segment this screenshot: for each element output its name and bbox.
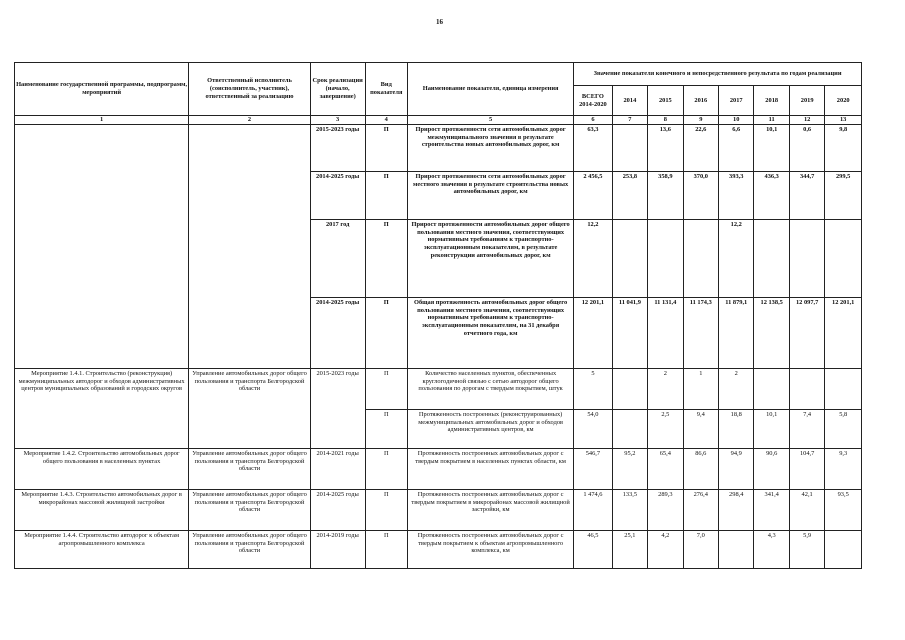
- indicator-cell: Общая протяженность автомобильных дорог общего пользования местного значения, соответствующих нормативным требованиям к транспортно-эксплуатационным показателям, на 31 декабря отчетного года, км: [408, 297, 574, 368]
- value-cell: 11 041,9: [612, 297, 647, 368]
- value-cell: 12 138,5: [754, 297, 789, 368]
- column-number: 10: [719, 116, 754, 125]
- value-cell: 93,5: [825, 489, 862, 530]
- value-cell: 65,4: [648, 448, 683, 489]
- value-cell: 276,4: [683, 489, 718, 530]
- header-period: Срок реализации (начало, завершение): [310, 63, 365, 116]
- value-cell: 12 097,7: [789, 297, 824, 368]
- value-cell: 0,6: [789, 124, 824, 171]
- indicator-cell: Протяженность построенных (реконструированных) межмуниципальных автомобильных дорог и обходов административных центров, км: [408, 409, 574, 448]
- column-number: 3: [310, 116, 365, 125]
- executor-cell-empty: [189, 124, 311, 368]
- measure-name-cell: Мероприятие 1.4.2. Строительство автомобильных дорог общего пользования в населенных пунктах: [15, 448, 189, 489]
- column-number: 5: [408, 116, 574, 125]
- value-cell: [754, 368, 789, 409]
- value-cell: 253,8: [612, 171, 647, 219]
- value-cell: 95,2: [612, 448, 647, 489]
- header-executor: Ответственный исполнитель (соисполнитель, участник), ответственный за реализацию: [189, 63, 311, 116]
- period-cell: 2014-2025 годы: [310, 297, 365, 368]
- type-cell: П: [365, 530, 408, 568]
- value-cell: 299,5: [825, 171, 862, 219]
- value-cell: [612, 124, 647, 171]
- value-cell: 393,3: [719, 171, 754, 219]
- type-cell: П: [365, 368, 408, 409]
- value-cell: 298,4: [719, 489, 754, 530]
- header-indicator: Наименование показателя, единица измерения: [408, 63, 574, 116]
- measure-name-cell: Мероприятие 1.4.3. Строительство автомобильных дорог в микрорайонах массовой жилищной застройки: [15, 489, 189, 530]
- value-cell: [719, 530, 754, 568]
- header-year: 2015: [648, 86, 683, 116]
- executor-cell: Управление автомобильных дорог общего пользования и транспорта Белгородской области: [189, 448, 311, 489]
- executor-cell: Управление автомобильных дорог общего пользования и транспорта Белгородской области: [189, 530, 311, 568]
- value-cell: 358,9: [648, 171, 683, 219]
- value-cell: 289,3: [648, 489, 683, 530]
- value-cell: 22,6: [683, 124, 718, 171]
- executor-cell: Управление автомобильных дорог общего пользования и транспорта Белгородской области: [189, 489, 311, 530]
- value-cell: 10,1: [754, 409, 789, 448]
- measure-name-cell: Мероприятие 1.4.1. Строительство (реконструкция) межмуниципальных автодорог и обходов административных центров муниципальных образований и городских округов: [15, 368, 189, 448]
- measure-name-cell: Мероприятие 1.4.4. Строительство автодорог к объектам агропромышленного комплекса: [15, 530, 189, 568]
- value-cell: 2: [719, 368, 754, 409]
- column-number: 8: [648, 116, 683, 125]
- header-year: 2019: [789, 86, 824, 116]
- period-cell: 2015-2023 годы: [310, 368, 365, 448]
- type-cell: П: [365, 171, 408, 219]
- value-cell: [825, 219, 862, 297]
- table-row: [15, 530, 862, 568]
- value-cell: 2: [648, 368, 683, 409]
- total-cell: 63,3: [574, 124, 612, 171]
- period-cell: 2014-2025 годы: [310, 171, 365, 219]
- executor-cell: Управление автомобильных дорог общего пользования и транспорта Белгородской области: [189, 368, 311, 448]
- value-cell: [825, 530, 862, 568]
- period-cell: 2014-2021 годы: [310, 448, 365, 489]
- column-number: 11: [754, 116, 789, 125]
- value-cell: 11 174,3: [683, 297, 718, 368]
- column-number: 6: [574, 116, 612, 125]
- type-cell: П: [365, 448, 408, 489]
- value-cell: 370,0: [683, 171, 718, 219]
- value-cell: 94,9: [719, 448, 754, 489]
- indicator-cell: Протяженность построенных автомобильных дорог с твердым покрытием к объектам агропромышленного комплекса, км: [408, 530, 574, 568]
- value-cell: 104,7: [789, 448, 824, 489]
- value-cell: 86,6: [683, 448, 718, 489]
- value-cell: 13,6: [648, 124, 683, 171]
- indicator-cell: Прирост протяженности сети автомобильных дорог местного значения в результате строительства новых автомобильных дорог, км: [408, 171, 574, 219]
- value-cell: 4,2: [648, 530, 683, 568]
- total-cell: 546,7: [574, 448, 612, 489]
- program-cell-empty: [15, 124, 189, 368]
- value-cell: 11 131,4: [648, 297, 683, 368]
- period-cell: 2014-2019 годы: [310, 530, 365, 568]
- header-year: 2016: [683, 86, 718, 116]
- period-cell: 2017 год: [310, 219, 365, 297]
- type-cell: П: [365, 124, 408, 171]
- value-cell: 9,8: [825, 124, 862, 171]
- value-cell: 344,7: [789, 171, 824, 219]
- value-cell: 133,5: [612, 489, 647, 530]
- column-number: 4: [365, 116, 408, 125]
- value-cell: 1: [683, 368, 718, 409]
- value-cell: [648, 219, 683, 297]
- total-cell: 12 201,1: [574, 297, 612, 368]
- period-cell: 2014-2025 годы: [310, 489, 365, 530]
- value-cell: [612, 409, 647, 448]
- type-cell: П: [365, 219, 408, 297]
- header-program: Наименование государственной программы, подпрограмм, мероприятий: [15, 63, 189, 116]
- value-cell: 4,3: [754, 530, 789, 568]
- value-cell: 436,3: [754, 171, 789, 219]
- table-row: [15, 448, 862, 489]
- value-cell: 7,0: [683, 530, 718, 568]
- value-cell: 42,1: [789, 489, 824, 530]
- value-cell: [683, 219, 718, 297]
- indicator-cell: Протяженность построенных автомобильных дорог с твердым покрытием в микрорайонах массовой жилищной застройки, км: [408, 489, 574, 530]
- header-total: ВСЕГО 2014-2020: [574, 86, 612, 116]
- column-number: 13: [825, 116, 862, 125]
- total-cell: 5: [574, 368, 612, 409]
- indicator-cell: Прирост протяженности сети автомобильных дорог межмуниципального значения в результате строительства новых автомобильных дорог, км: [408, 124, 574, 171]
- header-year: 2017: [719, 86, 754, 116]
- header-values-group: Значение показателя конечного и непосредственного результата по годам реализации: [574, 63, 862, 86]
- value-cell: [825, 368, 862, 409]
- indicators-table: [14, 62, 862, 569]
- value-cell: 9,3: [825, 448, 862, 489]
- type-cell: П: [365, 489, 408, 530]
- type-cell: П: [365, 409, 408, 448]
- header-type: Вид показателя: [365, 63, 408, 116]
- header-year: 2018: [754, 86, 789, 116]
- header-year: 2020: [825, 86, 862, 116]
- value-cell: 5,9: [789, 530, 824, 568]
- value-cell: 18,8: [719, 409, 754, 448]
- table-row: [15, 489, 862, 530]
- value-cell: 6,6: [719, 124, 754, 171]
- value-cell: 12 201,1: [825, 297, 862, 368]
- column-number: 1: [15, 116, 189, 125]
- value-cell: 9,4: [683, 409, 718, 448]
- indicator-cell: Протяженность построенных автомобильных дорог с твердым покрытием в населенных пунктах области, км: [408, 448, 574, 489]
- value-cell: 5,8: [825, 409, 862, 448]
- column-number: 9: [683, 116, 718, 125]
- value-cell: 11 879,1: [719, 297, 754, 368]
- column-number: 12: [789, 116, 824, 125]
- total-cell: 12,2: [574, 219, 612, 297]
- value-cell: [612, 219, 647, 297]
- column-numbers-row: [15, 116, 862, 125]
- value-cell: [612, 368, 647, 409]
- type-cell: П: [365, 297, 408, 368]
- page-number: 16: [436, 18, 443, 26]
- period-cell: 2015-2023 годы: [310, 124, 365, 171]
- indicator-cell: Прирост протяженности автомобильных дорог общего пользования местного значения, соответствующих нормативным требованиям к транспортно-эксплуатационным показателям, в результате реконструкции автомобильных дорог, км: [408, 219, 574, 297]
- table-row: [15, 368, 862, 409]
- value-cell: [789, 368, 824, 409]
- value-cell: 341,4: [754, 489, 789, 530]
- total-cell: 2 456,5: [574, 171, 612, 219]
- column-number: 2: [189, 116, 311, 125]
- total-cell: 46,5: [574, 530, 612, 568]
- header-year: 2014: [612, 86, 647, 116]
- value-cell: [754, 219, 789, 297]
- value-cell: 12,2: [719, 219, 754, 297]
- value-cell: [789, 219, 824, 297]
- column-number: 7: [612, 116, 647, 125]
- value-cell: 25,1: [612, 530, 647, 568]
- value-cell: 90,6: [754, 448, 789, 489]
- table-row: [15, 124, 862, 171]
- value-cell: 10,1: [754, 124, 789, 171]
- indicator-cell: Количество населенных пунктов, обеспеченных круглогодичной связью с сетью автодорог общего пользования по дорогам с твердым покрытием, штук: [408, 368, 574, 409]
- value-cell: 7,4: [789, 409, 824, 448]
- total-cell: 54,0: [574, 409, 612, 448]
- value-cell: 2,5: [648, 409, 683, 448]
- total-cell: 1 474,6: [574, 489, 612, 530]
